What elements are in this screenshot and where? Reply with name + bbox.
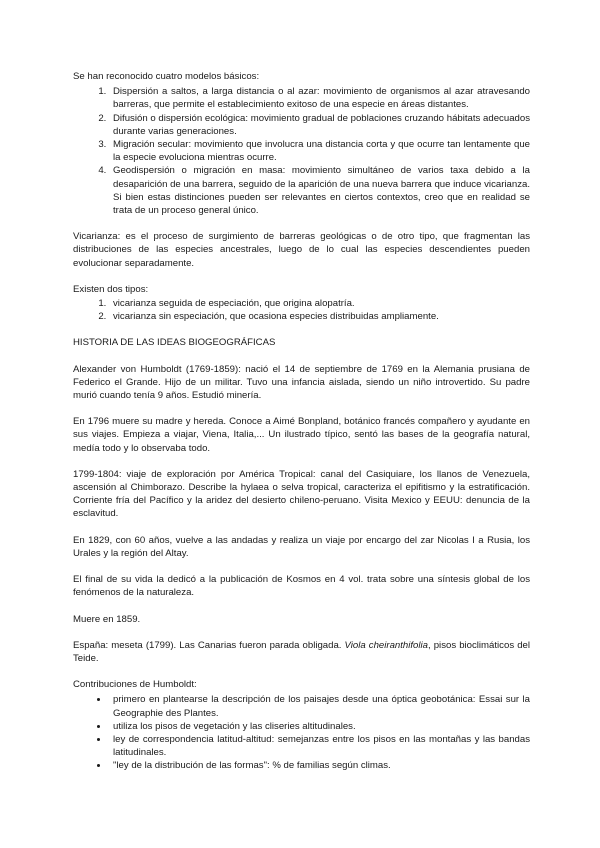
- paragraph-1799: 1799-1804: viaje de exploración por América Tropical: canal del Casiquiare, los llanos de Venezuela, ascensión al Chimborazo. Describe la hylaea o selva tropical, caracteriza el epifitismo y la estratificación. Corriente fría del Pacífico y la aridez del desierto chileno-peruano. Visita Mexico y EEUU: denuncia de la esclavitud.: [73, 468, 530, 520]
- model-item: 3. Migración secular: movimiento que involucra una distancia corta y que ocurre tan lentamente que la especie evoluciona mientras ocurre.: [109, 138, 530, 164]
- contribution-item: • "ley de la distribución de las formas": % de familias según climas.: [109, 759, 530, 772]
- paragraph-spain: [73, 639, 530, 665]
- model-item: 1. Dispersión a saltos, a larga distancia o al azar: movimiento de organismos al azar atravesando barreras, que permite el establecimiento exitoso de una especie en áreas distantes.: [109, 85, 530, 111]
- contributions-list: [73, 693, 530, 772]
- types-intro: Existen dos tipos:: [73, 283, 149, 295]
- contribution-item: • utiliza los pisos de vegetación y las cliseries altitudinales.: [109, 720, 530, 733]
- spain-tail: , pisos bioclimáticos del Teide.: [73, 639, 530, 664]
- paragraph-1829: En 1829, con 60 años, vuelve a las andadas y realiza un viaje por encargo del zar Nicolas I a Rusia, los Urales y la región del Altay.: [73, 534, 530, 559]
- spain-lead: España: meseta (1799). Las Canarias fueron parada obligada.: [73, 639, 345, 651]
- paragraph-death: Muere en 1859.: [73, 613, 141, 625]
- model-item: 4. Geodispersión o migración en masa: movimiento simultáneo de varios taxa debido a la desaparición de una barrera, seguido de la aparición de una nueva barrera que induce vicarianza. Si bien estas distinciones pueden ser relevantes en ciertos contextos, creo que en realidad se trata de un proceso general único.: [109, 164, 530, 217]
- humboldt-intro: Alexander von Humboldt (1769-1859): nació el 14 de septiembre de 1769 en la Alemania prusiana de Federico el Grande. Hijo de un militar. Tuvo una infancia aislada, siendo un niño introvertido. Su padre murió cuando tenía 9 años. Estudió minería.: [73, 363, 530, 402]
- paragraph-1796: En 1796 muere su madre y hereda. Conoce a Aimé Bonpland, botánico francés compañero y ayudante en sus viajes. Empieza a viajar, Viena, Italia,... Un ilustrado típico, sentó las bases de la geografía natural, medía todo y lo observaba todo.: [73, 416, 530, 454]
- contribution-item: • primero en plantearse la descripción de los paisajes desde una óptica geobotánica: Essai sur la Geographie des Plantes.: [109, 693, 530, 719]
- contributions-intro: Contribuciones de Humboldt:: [73, 679, 197, 691]
- contribution-item: • ley de correspondencia latitud-altitud: semejanzas entre los pisos en las montañas y las bandas latitudinales.: [109, 733, 530, 759]
- type-item: 2. vicarianza sin especiación, que ocasiona especies distribuidas ampliamente.: [109, 310, 530, 323]
- paragraph-final: El final de su vida la dedicó a la publicación de Kosmos en 4 vol. trata sobre una síntesis global de los fenómenos de la naturaleza.: [73, 574, 530, 599]
- models-list: [73, 85, 530, 217]
- types-list: [73, 297, 530, 323]
- type-item: 1. vicarianza seguida de especiación, que origina alopatría.: [109, 297, 530, 310]
- species-name: Viola cheiranthifolia: [344, 639, 428, 651]
- models-intro: Se han reconocido cuatro modelos básicos:: [73, 71, 260, 82]
- model-item: 2. Difusión o dispersión ecológica: movimiento gradual de poblaciones cruzando hábitats adecuados durante varias generaciones.: [109, 112, 530, 138]
- section-heading: HISTORIA DE LAS IDEAS BIOGEOGRÁFICAS: [73, 337, 276, 349]
- vicarianza-definition: Vicarianza: es el proceso de surgimiento de barreras geológicas o de otro tipo, que fragmentan las distribuciones de las especies ancestrales, luego de lo cual las especies descendientes pueden evolucionar separadamente.: [73, 231, 530, 269]
